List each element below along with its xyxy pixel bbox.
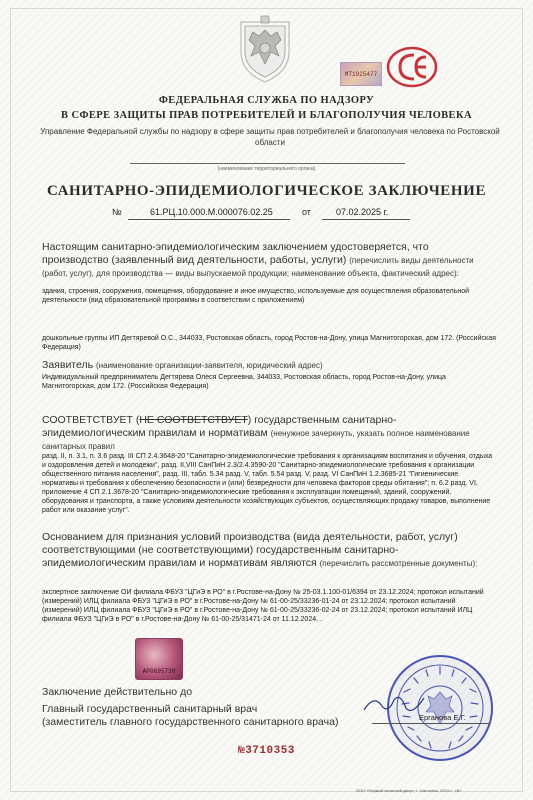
applicant-block [42, 359, 496, 372]
certify-value: здания, строения, сооружения, помещения, оборудование и иное имущество, используемые для осуществления образовательной деятельности (вид образовательной программы в соответствии с приложением) [42, 288, 470, 304]
date-rule [322, 219, 410, 220]
applicant-label: Заявитель [42, 359, 94, 371]
conform-rest: государственным санитарно-эпидемиологическим правилам и нормативам [42, 414, 397, 439]
agency-title-line2: В СФЕРЕ ЗАЩИТЫ ПРАВ ПОТРЕБИТЕЛЕЙ И БЛАГОПОЛУЧИЯ ЧЕЛОВЕКА [61, 110, 472, 121]
certify-value-address: дошкольные группы ИП Дегтяревой О.С., 344033, Ростовская область, город Ростов-на-Дону, улица Магнитогорская, дом 172. (Российская Федерация) [42, 335, 496, 351]
printer-imprint: ООО «Первый печатный двор», г. Смоленск, 2024 г., «В» [356, 788, 462, 793]
hologram-code: AP0695730 [142, 668, 176, 675]
certify-lead: Настоящим санитарно-эпидемиологическим заключением удостоверяется, что производство (заявленный вид деятельности, работы, услуги) [42, 241, 429, 266]
certify-block [42, 241, 496, 280]
serial-stamp: MT1925477 [340, 62, 382, 86]
conform-struck: НЕ СООТВЕТСТВУЕТ [139, 414, 248, 426]
certificate-date: 07.02.2025 г. [336, 207, 389, 217]
signatory-title-deputy: (заместитель главного государственного санитарного врача) [42, 716, 339, 728]
validity-label: Заключение действительно до [42, 686, 193, 698]
basis-block [42, 531, 496, 570]
conformity-mark-icon [384, 44, 440, 90]
date-label: от [302, 207, 311, 217]
number-sign: № [112, 207, 122, 217]
conform-word: СООТВЕТСТВУЕТ [42, 414, 133, 426]
russian-emblem-icon [223, 6, 307, 86]
blank-number: №3710353 [238, 745, 295, 757]
signatory-title: Главный государственный санитарный врач [42, 703, 258, 715]
basis-lead: Основанием для признания условий производства (вида деятельности, работ, услуг) соответствующими (не соответствующими) государственным санитарно-эпидемиологическим правилам и нормативам являются [42, 531, 458, 569]
basis-hint: (перечислить рассмотренные документы): [319, 559, 478, 568]
department-rule [130, 163, 405, 164]
basis-value: экспертное заключение ОИ филиала ФБУЗ "ЦГиЭ в РО" в г.Ростове-на-Дону № 25-03.1.100-01/6394 от 23.12.2024; протокол испытаний (измерений) ИЛЦ филиала ФБУЗ "ЦГиЭ в РО" в г.Ростове-на-Дону № 61-00-25/33236-01-24 от 23.12.2024; протокол испытаний (измерений) ИЛЦ филиала ФБУЗ "ЦГиЭ в РО" в г.Ростове-на-Дону № 61-00-25/33236-02-24 от 23.12.2024; протокол испытаний ИЛЦ филиала ФБУЗ "ЦГиЭ в РО" в г.Ростове-на-Дону № 61-00-25/31471-24 от 11.12.2024. . [42, 589, 484, 623]
agency-title-line1: ФЕДЕРАЛЬНАЯ СЛУЖБА ПО НАДЗОРУ [158, 95, 375, 106]
number-rule [128, 219, 290, 220]
hologram-sticker [135, 638, 183, 680]
signatory-name: Ерганова Е.Г. [419, 713, 466, 722]
certify-hint: (перечислить виды деятельности (работ, услуг), для производства — виды выпускаемой продукции; наименование объекта, фактический адрес): [42, 256, 474, 278]
document-title: САНИТАРНО-ЭПИДЕМИОЛОГИЧЕСКОЕ ЗАКЛЮЧЕНИЕ [46, 183, 487, 199]
conform-hint: (ненужное зачеркнуть, указать полное наименование санитарных правил [42, 429, 470, 451]
applicant-value: Индивидуальный предприниматель Дегтярева Олеся Сергеевна, 344033, Ростовская область, город Ростов-на-Дону, улица Магнитогорская, дом 172. (Российская Федерация) [42, 374, 446, 390]
department-caption: (наименование территориального органа) [217, 166, 316, 172]
signature-rule [372, 723, 490, 724]
department-name: Управление Федеральной службы по надзору в сфере защиты прав потребителей и благополучия человека по Ростовской области [40, 127, 500, 147]
conformity-block: СООТВЕТСТВУЕТ (НЕ СООТВЕТСТВУЕТ) государственным санитарно-эпидемиологическим правилам и нормативам (ненужное зачеркнуть, указать полное наименование санитарных правил [42, 414, 470, 451]
conform-value: разд. II, п. 3.1, п. 3.6 разд. III СП 2.4.3648-20 "Санитарно-эпидемиологические требования к организациям воспитания и обучения, отдыха и оздоровления детей и молодежи", разд. II,VIII СанПиН 2.3/2.4.3590-20 "Санитарно-эпидемиологические требования к организации общественного питания населения", разд. III, табл. 5.34 разд. V, табл. 5.54 разд. V, разд. VI СанПиН 1.2.3685-21 "Гигиенические нормативы и требования к обеспечению безопасности и (или) безвредности для человека факторов среды обитания"; п. 6.2 разд. VI, приложение 4 СП 2.1.3678-20 "Санитарно-эпидемиологические требования к эксплуатации помещений, зданий, сооружений, оборудования и транспорта, а также условиям деятельности хозяйствующих субъектов, осуществляющих продажу товаров, выполнение работ или оказание услуг". [42, 453, 493, 514]
applicant-hint: (наименование организации-заявителя, юридический адрес) [96, 361, 323, 370]
certificate-number: 61.РЦ.10.000.М.000076.02.25 [150, 207, 273, 217]
